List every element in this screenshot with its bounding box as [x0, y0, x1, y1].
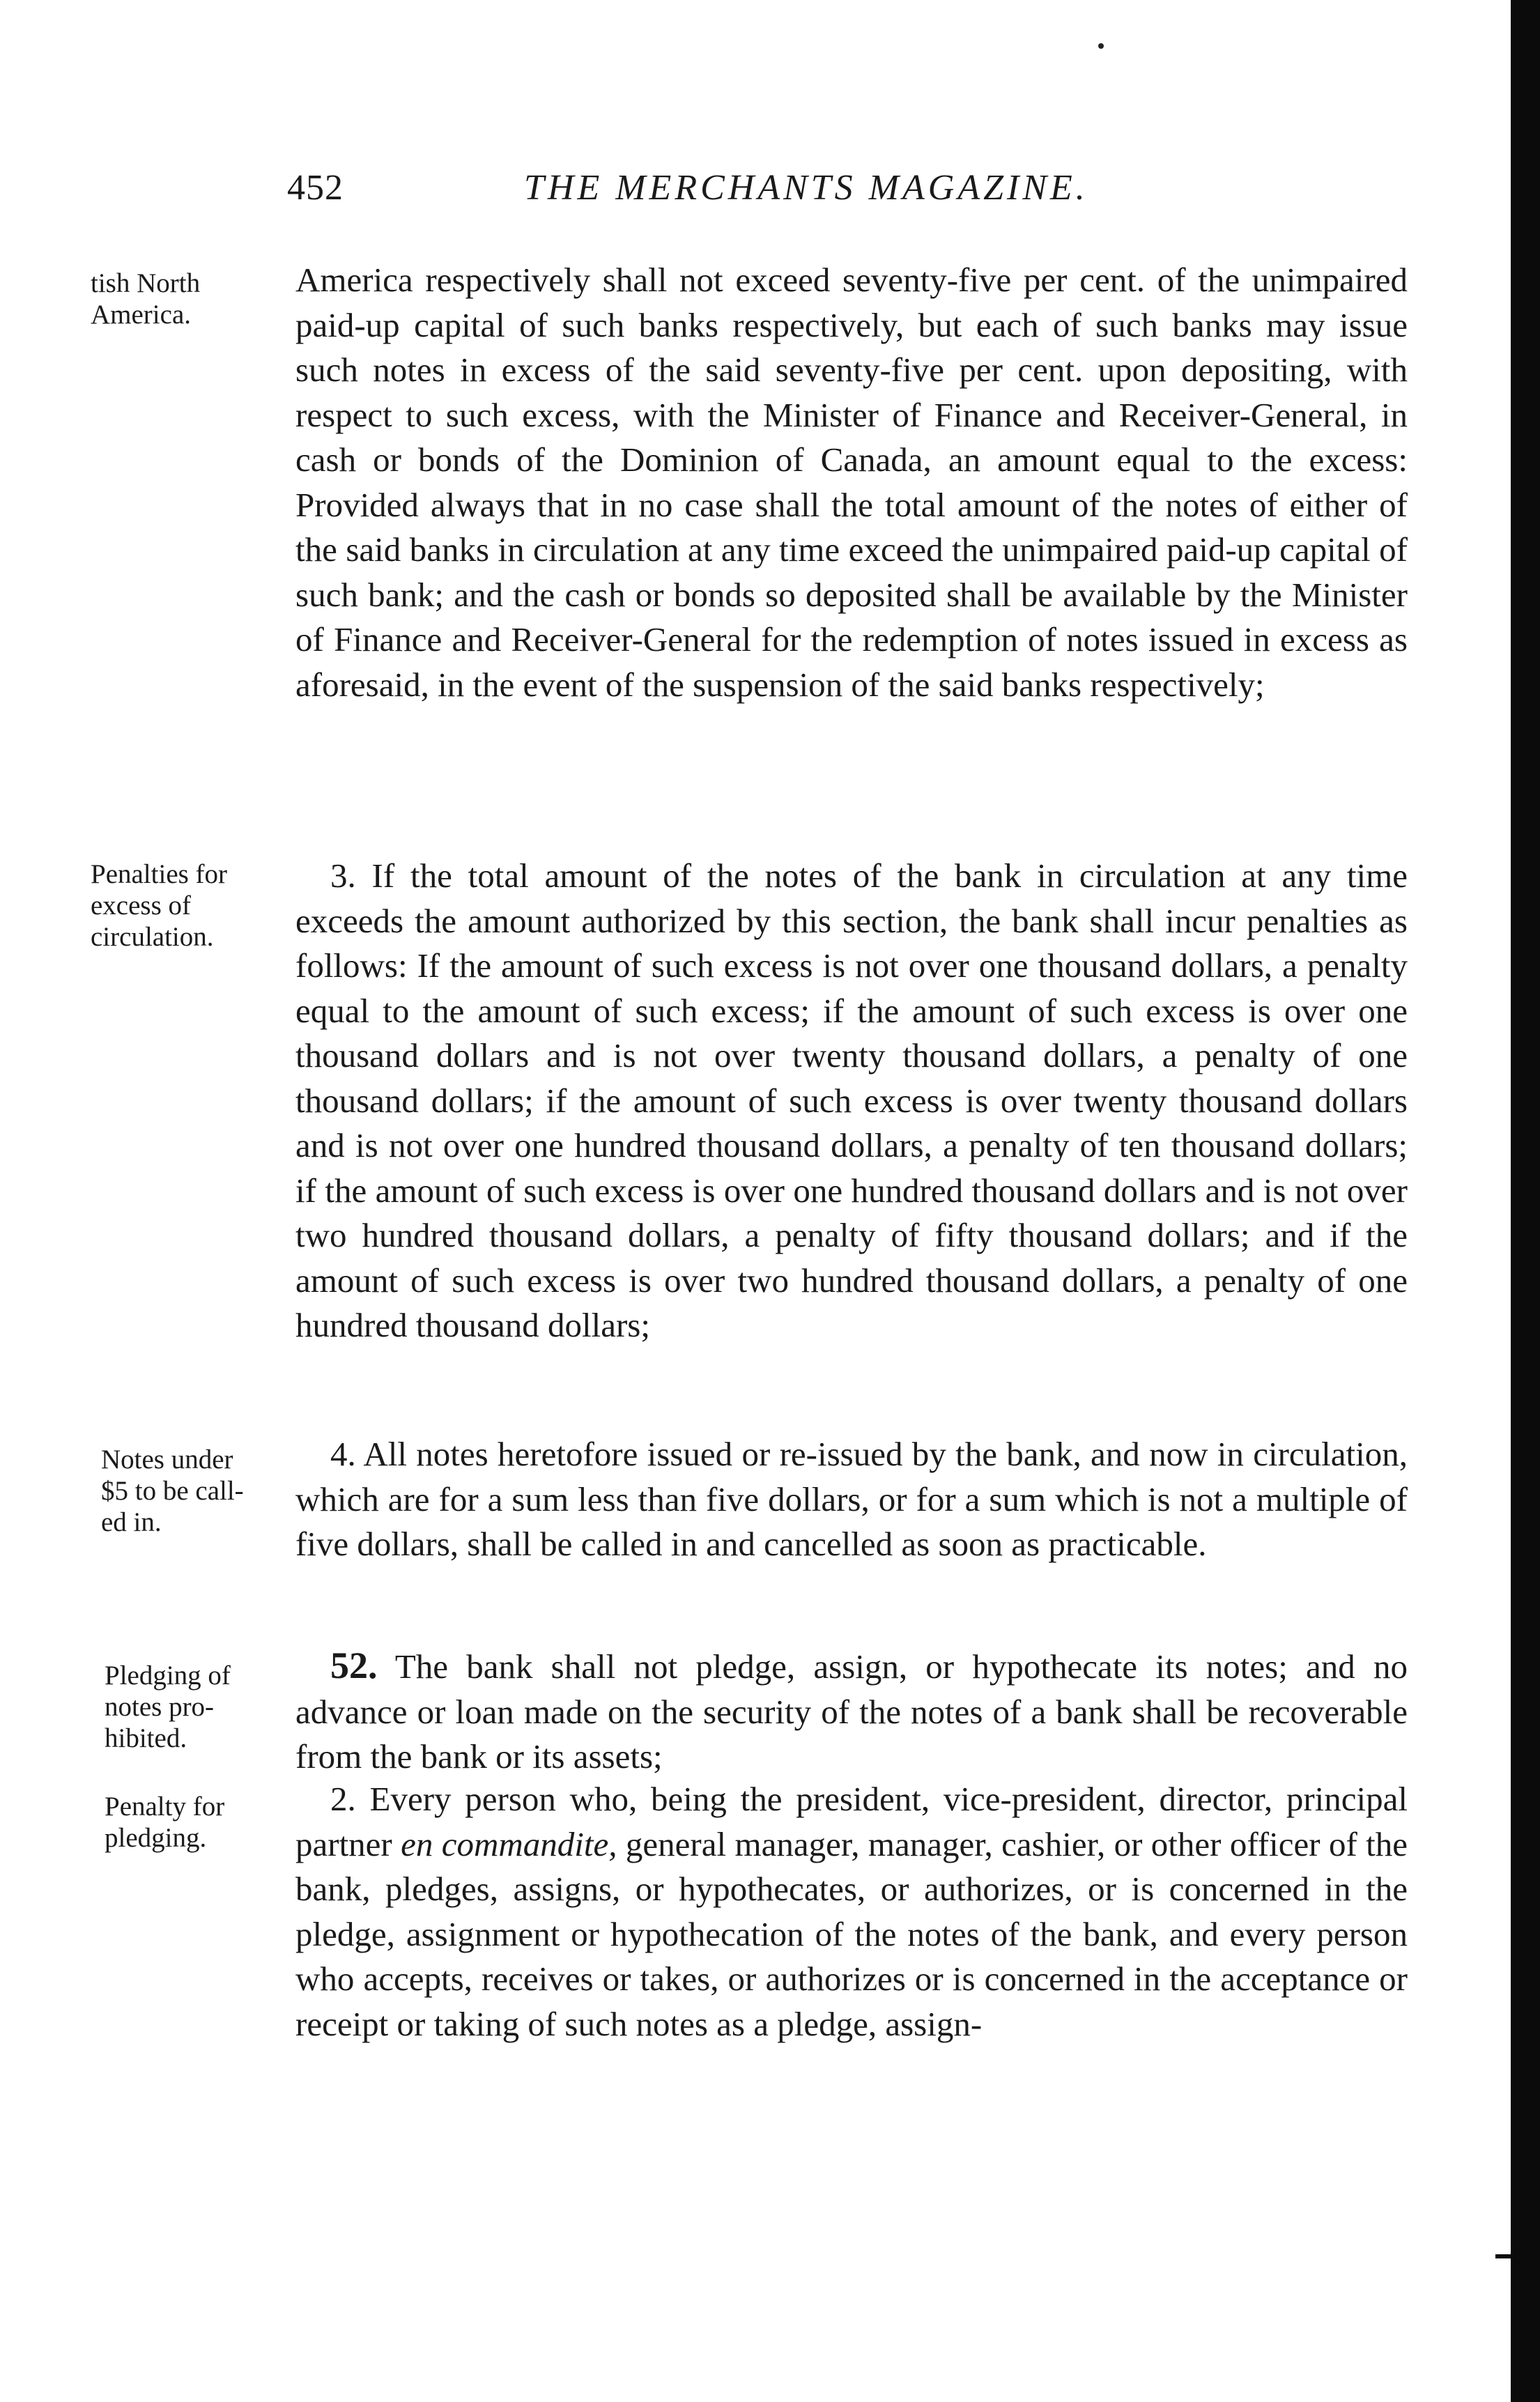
section-52-subsection-2-text-a: Every person who, being the president, vice-president, director, principal partner	[295, 1780, 1408, 1863]
paragraph-3-text: If the total amount of the notes of the bank in circulation at any time exceeds the amount authorized by this section, the bank shall incur penalties as follows: If the amount of such excess is not over one thousand dollars, a penalty equal to the amount of such excess; if the amount of such excess is over one thousand dollars and is not over twenty thousand dollars, a penalty of one thousand dollars; if the amount of such excess is over twenty thousand dollars and is not over one hundred thousand dollars, a penalty of ten thousand dollars; if the amount of such excess is over one hundred thousand dollars and is not over two hundred thousand dollars, a penalty of fifty thousand dollars; and if the amount of such excess is over two hundred thousand dollars, a penalty of one hundred thousand dollars;	[295, 856, 1408, 1344]
section-52	[295, 1643, 1408, 1780]
section-52-number: 52.	[330, 1645, 378, 1686]
section-52-subsection-2-number: 2.	[330, 1780, 356, 1818]
section-52-subsection-2-italic: en commandite,	[401, 1824, 617, 1863]
paragraph-4-number: 4.	[330, 1435, 356, 1473]
margin-note-british-north-america: tish North America.	[91, 268, 201, 330]
section-52-text: The bank shall not pledge, assign, or hypothecate its notes; and no advance or loan made on the security of the notes of a bank shall be recoverable from the bank or its assets;	[295, 1647, 1408, 1776]
margin-note-penalty-pledging: Penalty for pledging.	[105, 1792, 225, 1853]
section-52-subsection-2	[295, 1777, 1408, 2047]
margin-note-pledging-prohibited: Pledging of notes pro- hibited.	[105, 1661, 231, 1753]
scan-edge-mark	[1495, 2254, 1515, 2258]
paragraph-4-text: All notes heretofore issued or re-issued by the bank, and now in circulation, which are for a sum less than five dollars, or for a sum which is not a multiple of five dollars, shall be called in and cancelled as soon as practicable.	[295, 1435, 1408, 1563]
section-52-subsection-2-text-b: general manager, manager, cashier, or other officer of the bank, pledges, assigns, or hypothecates, or authorizes, or is concerned in the pledge, assignment or hypothecation of the notes of the bank, and every person who accepts, receives or takes, or authorizes or is concerned in the acceptance or receipt or taking of such notes as a pledge, assign-	[295, 1824, 1408, 2043]
page-header	[287, 167, 1458, 223]
paragraph-3	[295, 854, 1408, 1348]
paragraph-continuation-text: America respectively shall not exceed seventy-five per cent. of the unimpaired paid-up capital of such banks respectively, but each of such banks may issue such notes in excess of the said seventy-five per cent. upon depositing, with respect to such excess, with the Minister of Finance and Receiver-General, in cash or bonds of the Dominion of Canada, an amount equal to the excess: Provided always that in no case shall the total amount of the notes of either of the said banks in circulation at any time exceed the unimpaired paid-up capital of such bank; and the cash or bonds so deposited shall be available by the Minister of Finance and Receiver-General for the redemption of notes issued in excess as aforesaid, in the event of the suspension of the said banks respectively;	[295, 261, 1408, 704]
scan-speck	[1098, 43, 1104, 49]
paragraph-continuation	[295, 258, 1408, 707]
page-number: 452	[287, 168, 344, 208]
paragraph-4	[295, 1432, 1408, 1567]
running-title: THE MERCHANTS MAGAZINE.	[524, 168, 1088, 208]
paragraph-3-number: 3.	[330, 856, 356, 895]
margin-note-penalties-excess: Penalties for excess of circulation.	[91, 859, 228, 952]
margin-note-notes-under-5: Notes under $5 to be call- ed in.	[101, 1445, 244, 1537]
scan-edge-bar	[1511, 0, 1540, 2402]
